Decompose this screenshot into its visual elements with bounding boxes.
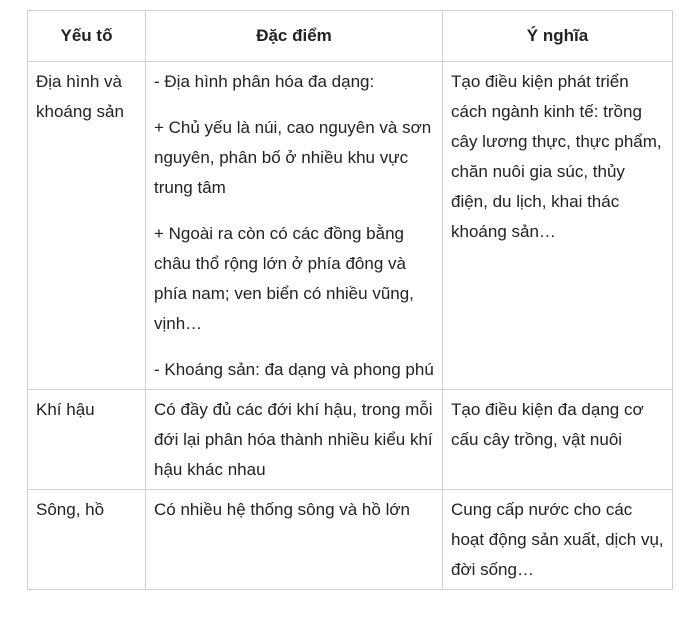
factor-cell [28, 390, 146, 490]
meaning-cell [443, 62, 673, 390]
meaning-text: Cung cấp nước cho các hoạt động sản xuất, dịch vụ, đời sống… [451, 500, 664, 579]
header-features: Đặc điểm [146, 11, 443, 62]
feature-line: Có đầy đủ các đới khí hậu, trong mỗi đới lại phân hóa thành nhiều kiểu khí hậu khác nhau [154, 400, 433, 479]
table-header-row [28, 11, 673, 62]
features-cell [146, 62, 443, 390]
meaning-text: Tạo điều kiện phát triển cách ngành kinh tế: trồng cây lương thực, thực phẩm, chăn nuôi gia súc, thủy điện, du lịch, khai thác khoáng sản… [451, 72, 662, 241]
meaning-text: Tạo điều kiện đa dạng cơ cấu cây trồng, vật nuôi [451, 400, 644, 449]
feature-line: + Ngoài ra còn có các đồng bằng châu thổ rộng lớn ở phía đông và phía nam; ven biển có nhiều vũng, vịnh… [154, 224, 414, 333]
factor-text: Địa hình và khoáng sản [36, 72, 124, 121]
table-row [28, 490, 673, 590]
features-cell [146, 490, 443, 590]
feature-line: - Khoáng sản: đa dạng và phong phú [154, 360, 434, 379]
natural-conditions-table [27, 10, 673, 590]
table-row [28, 62, 673, 390]
factor-cell [28, 62, 146, 390]
meaning-cell [443, 490, 673, 590]
feature-line: Có nhiều hệ thống sông và hồ lớn [154, 500, 410, 519]
table-row [28, 390, 673, 490]
header-meaning: Ý nghĩa [443, 11, 673, 62]
factor-cell [28, 490, 146, 590]
header-factor: Yếu tố [28, 11, 146, 62]
feature-line: - Địa hình phân hóa đa dạng: [154, 72, 375, 91]
factor-text: Khí hậu [36, 400, 95, 419]
features-cell [146, 390, 443, 490]
meaning-cell [443, 390, 673, 490]
feature-line: + Chủ yếu là núi, cao nguyên và sơn nguyên, phân bố ở nhiều khu vực trung tâm [154, 118, 432, 197]
factor-text: Sông, hồ [36, 500, 105, 519]
